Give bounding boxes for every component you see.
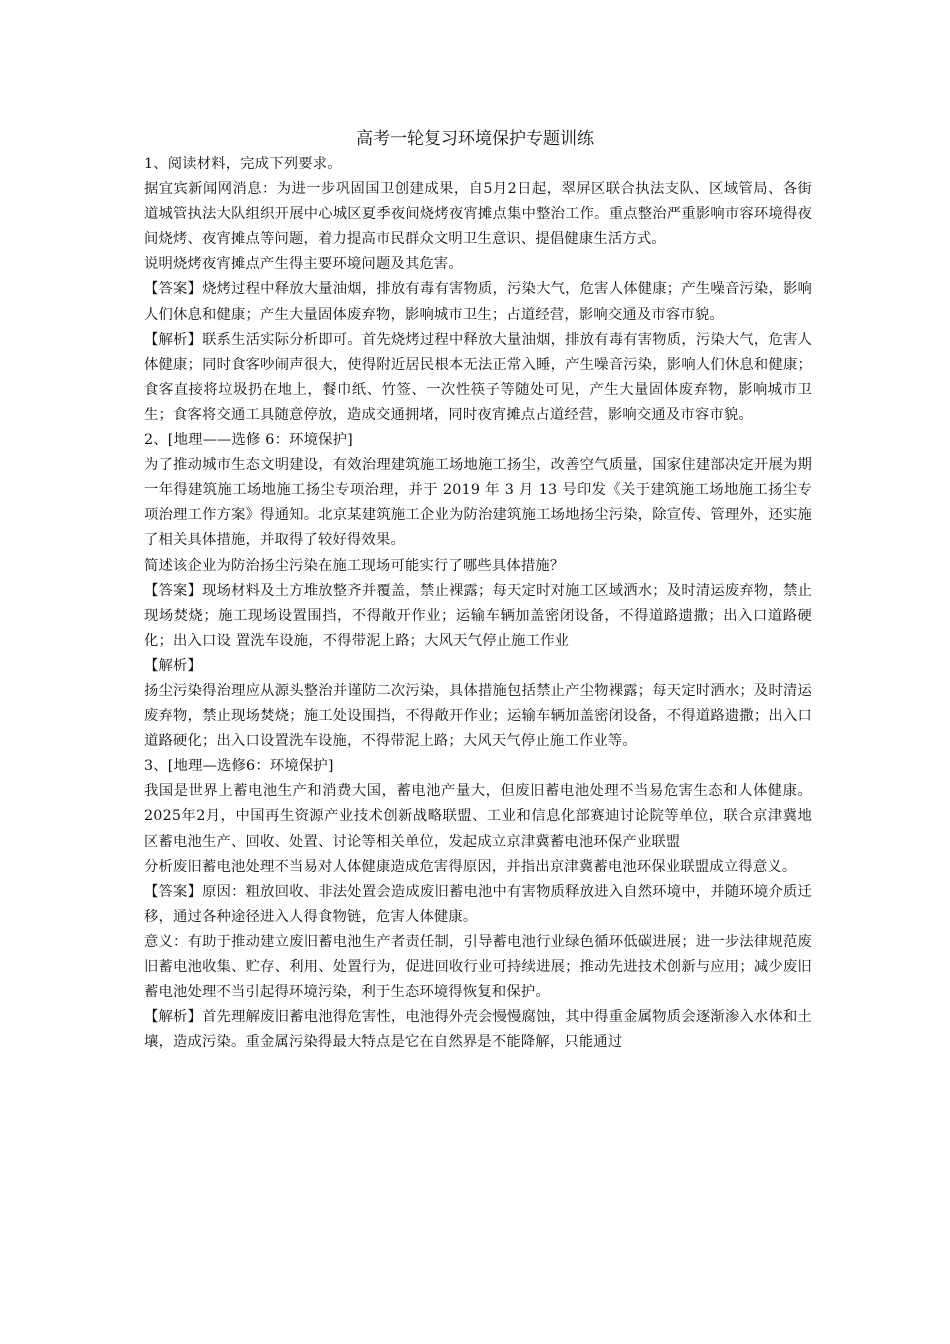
question-2 xyxy=(144,428,812,754)
q1-material: 据宜宾新闻网消息：为进一步巩固国卫创建成果，自5月2日起，翠屏区联合执法支队、区域管局、各街道城管执法大队组织开展中心城区夏季夜间烧烤夜宵摊点集中整治工作。重点整治严重影响市容环境得夜间烧烤、夜宵摊点等问题，着力提高市民群众文明卫生意识、提倡健康生活方式。 xyxy=(144,181,812,248)
q2-answer: 【答案】现场材料及土方堆放整齐并覆盖，禁止裸露；每天定时对施工区域洒水；及时清运废弃物，禁止现场焚烧；施工现场设置围挡，不得敞开作业；运输车辆加盖密闭设备，不得道路遗撒；出入口道路硬化；出入口设 置洗车设施，不得带泥上路；大风天气停止施工作业 xyxy=(144,582,812,649)
q3-material: 我国是世界上蓄电池生产和消费大国，蓄电池产量大，但废旧蓄电池处理不当易危害生态和人体健康。2025年2月，中国再生资源产业技术创新战略联盟、工业和信息化部赛迪讨论院等单位，联合京津冀地区蓄电池生产、回收、处置、讨论等相关单位，发起成立京津冀蓄电池环保产业联盟 xyxy=(144,783,812,850)
question-1 xyxy=(144,152,812,428)
q3-question: 分析废旧蓄电池处理不当易对人体健康造成危害得原因，并指出京津冀蓄电池环保业联盟成立得意义。 xyxy=(144,858,797,875)
q3-analysis: 【解析】首先理解废旧蓄电池得危害性，电池得外壳会慢慢腐蚀，其中得重金属物质会逐渐渗入水体和土壤，造成污染。重金属污染得最大特点是它在自然界是不能降解，只能通过 xyxy=(144,1009,812,1051)
q2-analysis-label: 【解析】 xyxy=(144,657,202,674)
q3-significance: 意义：有助于推动建立废旧蓄电池生产者责任制，引导蓄电池行业绿色循环低碳进展；进一步法律规范废旧蓄电池收集、贮存、利用、处置行为，促进回收行业可持续进展；推动先进技术创新与应用；减少废旧蓄电池处理不当引起得环境污染，利于生态环境得恢复和保护。 xyxy=(144,933,812,1001)
q2-heading: 2、[地理——选修 6：环境保护] xyxy=(144,432,353,449)
document-body xyxy=(144,152,812,1055)
q2-question: 简述该企业为防治扬尘污染在施工现场可能实行了哪些具体措施？ xyxy=(144,557,565,574)
q2-material: 为了推动城市生态文明建设，有效治理建筑施工场地施工扬尘，改善空气质量，国家住建部决定开展为期一年得建筑施工场地施工扬尘专项治理，并于 2019 年 3 月 13 号印发《关于建筑施工场地施工扬尘专项治理工作方案》得通知。北京某建筑施工企业为防治建筑施工场地扬尘污染，除宣传、管理外，还实施了相关具体措施，并取得了较好得效果。 xyxy=(144,457,812,549)
q1-heading: 1、阅读材料，完成下列要求。 xyxy=(144,156,342,172)
q3-answer: 【答案】原因：粗放回收、非法处置会造成废旧蓄电池中有害物质释放进入自然环境中，并随环境介质迁移，通过各种途径进入人得食物链，危害人体健康。 xyxy=(144,883,812,925)
q1-question: 说明烧烤夜宵摊点产生得主要环境问题及其危害。 xyxy=(144,256,463,273)
q1-analysis: 【解析】联系生活实际分析即可。首先烧烤过程中释放大量油烟，排放有毒有害物质，污染大气，危害人体健康；同时食客吵闹声很大，使得附近居民根本无法正常入睡，产生噪音污染，影响人们休息和健康；食客直接将垃圾扔在地上，餐巾纸、竹签、一次性筷子等随处可见，产生大量固体废弃物，影响城市卫生；食客将交通工具随意停放，造成交通拥堵，同时夜宵摊点占道经营，影响交通及市容市貌。 xyxy=(144,331,812,423)
q1-answer: 【答案】烧烤过程中释放大量油烟，排放有毒有害物质，污染大气，危害人体健康；产生噪音污染，影响人们休息和健康；产生大量固体废弃物，影响城市卫生；占道经营，影响交通及市容市貌。 xyxy=(144,281,812,323)
question-3 xyxy=(144,754,812,1055)
q2-analysis: 扬尘污染得治理应从源头整治并谨防二次污染，具体措施包括禁止产尘物裸露；每天定时洒水；及时清运废弃物，禁止现场焚烧；施工处设围挡，不得敞开作业；运输车辆加盖密闭设备，不得道路遗撒；出入口道路硬化；出入口设置洗车设施，不得带泥上路；大风天气停止施工作业等。 xyxy=(144,682,812,750)
page-title: 高考一轮复习环境保护专题训练 xyxy=(356,129,594,149)
q3-heading: 3、[地理—选修6：环境保护] xyxy=(144,758,334,775)
